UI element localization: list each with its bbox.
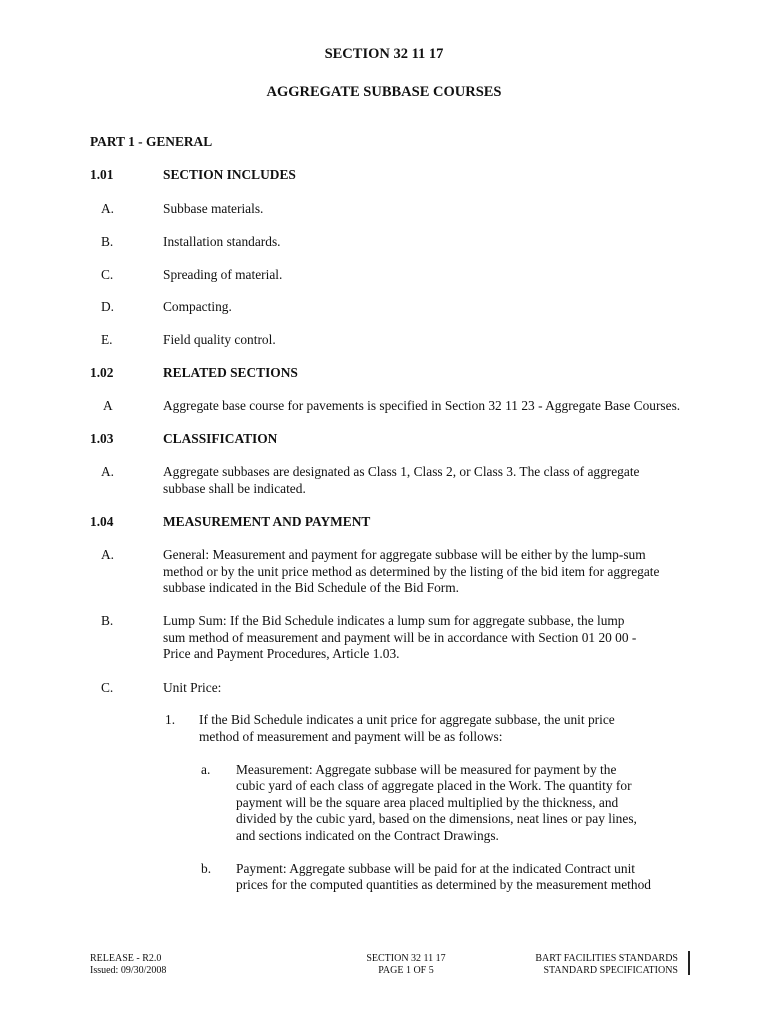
paragraph-line: Aggregate subbases are designated as Class 1, Class 2, or Class 3. The class of aggregate bbox=[163, 464, 640, 479]
paragraph-line: divided by the cubic yard, based on the dimensions, neat lines or pay lines, bbox=[236, 811, 637, 826]
footer-issued-date: Issued: 09/30/2008 bbox=[90, 965, 167, 976]
list-marker: E. bbox=[101, 332, 113, 347]
list-marker: D. bbox=[101, 299, 115, 314]
part-heading: PART 1 - GENERAL bbox=[90, 134, 213, 149]
paragraph-line: Lump Sum: If the Bid Schedule indicates a lump sum for aggregate subbase, the lump bbox=[163, 613, 625, 628]
footer-release: RELEASE - R2.0 bbox=[90, 953, 162, 964]
footer-specifications-name: STANDARD SPECIFICATIONS bbox=[543, 965, 678, 976]
paragraph-line: subbase indicated in the Bid Schedule of the Bid Form. bbox=[163, 580, 460, 595]
list-item: Spreading of material. bbox=[163, 267, 283, 282]
paragraph-line: General: Measurement and payment for aggregate subbase will be either by the lump-sum bbox=[163, 547, 646, 562]
paragraph-line: Payment: Aggregate subbase will be paid for at the indicated Contract unit bbox=[236, 861, 636, 876]
section-name: AGGREGATE SUBBASE COURSES bbox=[266, 84, 502, 100]
list-item: Field quality control. bbox=[163, 332, 276, 347]
article-heading-classification: CLASSIFICATION bbox=[163, 431, 278, 446]
list-marker: B. bbox=[101, 234, 114, 249]
paragraph-line: Price and Payment Procedures, Article 1.03. bbox=[163, 646, 400, 661]
paragraph-line: and sections indicated on the Contract Drawings. bbox=[236, 828, 499, 843]
list-marker: A. bbox=[101, 547, 115, 562]
list-item: Installation standards. bbox=[163, 234, 281, 249]
footer-revision-bar bbox=[688, 951, 690, 975]
paragraph-line: method of measurement and payment will be as follows: bbox=[199, 729, 503, 744]
article-number-1-02: 1.02 bbox=[90, 365, 114, 380]
list-item: Aggregate base course for pavements is specified in Section 32 11 23 - Aggregate Base Courses. bbox=[163, 398, 681, 413]
footer-standards-name: BART FACILITIES STANDARDS bbox=[535, 953, 678, 964]
paragraph-line: If the Bid Schedule indicates a unit price for aggregate subbase, the unit price bbox=[199, 712, 615, 727]
article-heading-measurement-and-payment: MEASUREMENT AND PAYMENT bbox=[163, 514, 371, 529]
list-marker: 1. bbox=[165, 712, 176, 727]
paragraph-line: prices for the computed quantities as determined by the measurement method bbox=[236, 877, 651, 892]
section-title: SECTION 32 11 17 bbox=[324, 46, 444, 62]
paragraph-line: sum method of measurement and payment will be in accordance with Section 01 20 00 - bbox=[163, 630, 637, 645]
list-item: Unit Price: bbox=[163, 680, 222, 695]
article-heading-section-includes: SECTION INCLUDES bbox=[163, 167, 296, 182]
list-marker: a. bbox=[201, 762, 211, 777]
list-marker: A. bbox=[101, 201, 115, 216]
paragraph-line: Measurement: Aggregate subbase will be measured for payment by the bbox=[236, 762, 617, 777]
list-marker: b. bbox=[201, 861, 212, 876]
paragraph-line: cubic yard of each class of aggregate placed in the Work. The quantity for bbox=[236, 778, 632, 793]
article-heading-related-sections: RELATED SECTIONS bbox=[163, 365, 298, 380]
paragraph-line: payment will be the square area placed multiplied by the thickness, and bbox=[236, 795, 619, 810]
list-item: Compacting. bbox=[163, 299, 232, 314]
footer-section-number: SECTION 32 11 17 bbox=[366, 953, 446, 964]
list-marker: A bbox=[103, 398, 113, 413]
paragraph-line: subbase shall be indicated. bbox=[163, 481, 306, 496]
article-number-1-03: 1.03 bbox=[90, 431, 114, 446]
list-marker: C. bbox=[101, 267, 114, 282]
footer-page-number: PAGE 1 OF 5 bbox=[378, 965, 434, 976]
list-marker: A. bbox=[101, 464, 115, 479]
list-marker: C. bbox=[101, 680, 114, 695]
list-marker: B. bbox=[101, 613, 114, 628]
article-number-1-04: 1.04 bbox=[90, 514, 114, 529]
article-number-1-01: 1.01 bbox=[90, 167, 114, 182]
paragraph-line: method or by the unit price method as determined by the listing of the bid item for aggregate bbox=[163, 564, 660, 579]
list-item: Subbase materials. bbox=[163, 201, 264, 216]
